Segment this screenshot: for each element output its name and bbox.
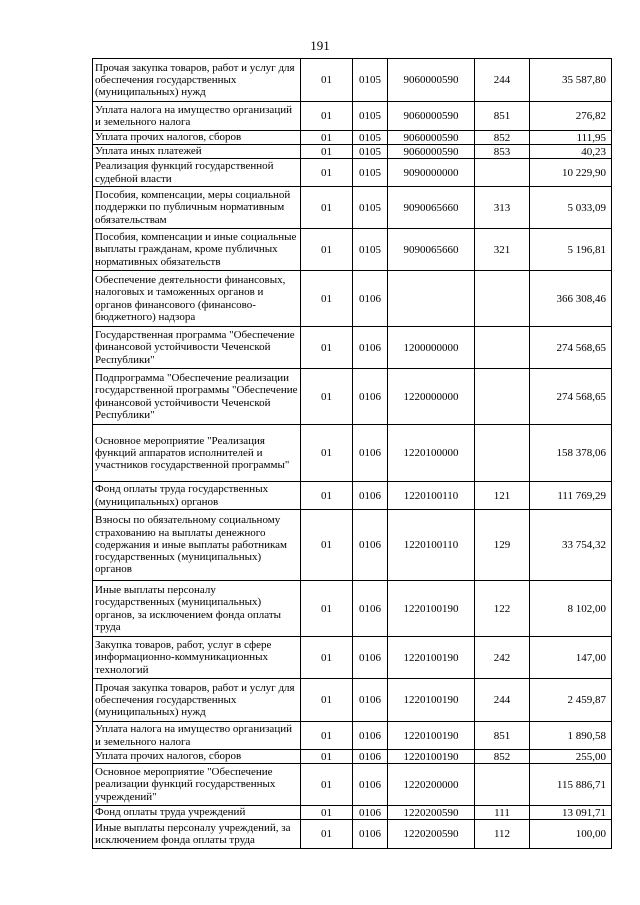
table-row — [93, 750, 612, 764]
cell-name: Уплата налога на имущество организаций и земельного налога — [93, 722, 301, 750]
cell-type: 122 — [475, 581, 530, 637]
cell-type: 851 — [475, 722, 530, 750]
cell-sum: 13 091,71 — [530, 806, 612, 820]
cell-grp: 01 — [301, 764, 353, 806]
cell-art: 1220200000 — [388, 764, 475, 806]
cell-sum: 366 308,46 — [530, 271, 612, 327]
cell-type: 852 — [475, 131, 530, 145]
cell-sec: 0106 — [353, 482, 388, 510]
cell-grp: 01 — [301, 145, 353, 159]
table-row — [93, 482, 612, 510]
cell-sum: 2 459,87 — [530, 679, 612, 722]
cell-name: Пособия, компенсации, меры социальной поддержки по публичным нормативным обязательствам — [93, 187, 301, 229]
cell-sum: 40,23 — [530, 145, 612, 159]
cell-art: 1220000000 — [388, 369, 475, 425]
cell-art: 1220200590 — [388, 820, 475, 849]
cell-sec: 0105 — [353, 187, 388, 229]
cell-sec: 0105 — [353, 159, 388, 187]
table-row — [93, 510, 612, 581]
cell-grp: 01 — [301, 369, 353, 425]
cell-sum: 10 229,90 — [530, 159, 612, 187]
cell-sec: 0106 — [353, 806, 388, 820]
cell-sec: 0105 — [353, 102, 388, 131]
cell-sec: 0106 — [353, 327, 388, 369]
cell-sum: 111 769,29 — [530, 482, 612, 510]
cell-name: Обеспечение деятельности финансовых, налоговых и таможенных органов и органов финансового (финансово-бюджетного) надзора — [93, 271, 301, 327]
table-row — [93, 59, 612, 102]
cell-sec: 0106 — [353, 679, 388, 722]
cell-art: 9060000590 — [388, 102, 475, 131]
cell-type: 129 — [475, 510, 530, 581]
cell-art: 1220100190 — [388, 637, 475, 679]
cell-type: 244 — [475, 679, 530, 722]
cell-name: Уплата прочих налогов, сборов — [93, 131, 301, 145]
cell-type: 853 — [475, 145, 530, 159]
cell-sec: 0105 — [353, 229, 388, 271]
cell-art: 9060000590 — [388, 59, 475, 102]
cell-sum: 158 378,06 — [530, 425, 612, 482]
cell-art: 9060000590 — [388, 145, 475, 159]
cell-art: 9090065660 — [388, 187, 475, 229]
cell-name: Фонд оплаты труда государственных (муниципальных) органов — [93, 482, 301, 510]
cell-name: Уплата налога на имущество организаций и земельного налога — [93, 102, 301, 131]
cell-name: Основное мероприятие "Реализация функций аппаратов исполнителей и участников государственной программы" — [93, 425, 301, 482]
cell-sum: 255,00 — [530, 750, 612, 764]
cell-grp: 01 — [301, 581, 353, 637]
cell-grp: 01 — [301, 750, 353, 764]
cell-sum: 5 033,09 — [530, 187, 612, 229]
table-row — [93, 820, 612, 849]
cell-sec: 0106 — [353, 750, 388, 764]
table-row — [93, 764, 612, 806]
cell-grp: 01 — [301, 102, 353, 131]
cell-art: 9060000590 — [388, 131, 475, 145]
cell-sec: 0106 — [353, 425, 388, 482]
cell-art: 1220100190 — [388, 679, 475, 722]
cell-name: Закупка товаров, работ, услуг в сфере информационно-коммуникационных технологий — [93, 637, 301, 679]
cell-type: 321 — [475, 229, 530, 271]
cell-name: Подпрограмма "Обеспечение реализации государственной программы "Обеспечение финансовой устойчивости Чеченской Республики" — [93, 369, 301, 425]
cell-art: 1220100190 — [388, 750, 475, 764]
cell-name: Уплата прочих налогов, сборов — [93, 750, 301, 764]
table-row — [93, 581, 612, 637]
cell-grp: 01 — [301, 159, 353, 187]
cell-grp: 01 — [301, 679, 353, 722]
cell-art: 1220200590 — [388, 806, 475, 820]
cell-grp: 01 — [301, 59, 353, 102]
cell-sec: 0106 — [353, 369, 388, 425]
cell-type — [475, 159, 530, 187]
cell-type: 112 — [475, 820, 530, 849]
cell-name: Государственная программа "Обеспечение финансовой устойчивости Чеченской Республики" — [93, 327, 301, 369]
cell-name: Пособия, компенсации и иные социальные выплаты гражданам, кроме публичных нормативных обязательств — [93, 229, 301, 271]
table-row — [93, 369, 612, 425]
cell-type: 121 — [475, 482, 530, 510]
cell-sum: 274 568,65 — [530, 369, 612, 425]
cell-type — [475, 369, 530, 425]
table-row — [93, 806, 612, 820]
cell-sec: 0105 — [353, 59, 388, 102]
cell-grp: 01 — [301, 722, 353, 750]
cell-name: Основное мероприятие "Обеспечение реализации функций государственных учреждений" — [93, 764, 301, 806]
table-row — [93, 679, 612, 722]
cell-grp: 01 — [301, 425, 353, 482]
cell-sec: 0105 — [353, 131, 388, 145]
cell-grp: 01 — [301, 187, 353, 229]
cell-name: Взносы по обязательному социальному страхованию на выплаты денежного содержания и иные выплаты работникам государственных (муниципальных) органов — [93, 510, 301, 581]
cell-art: 1220100000 — [388, 425, 475, 482]
cell-grp: 01 — [301, 806, 353, 820]
cell-sec: 0106 — [353, 764, 388, 806]
cell-art: 1220100110 — [388, 510, 475, 581]
cell-sum: 276,82 — [530, 102, 612, 131]
cell-sum: 8 102,00 — [530, 581, 612, 637]
cell-sum: 274 568,65 — [530, 327, 612, 369]
cell-art: 1220100190 — [388, 722, 475, 750]
cell-art: 1200000000 — [388, 327, 475, 369]
cell-sec: 0105 — [353, 145, 388, 159]
table-row — [93, 327, 612, 369]
table-row — [93, 637, 612, 679]
table-row — [93, 229, 612, 271]
table-row — [93, 722, 612, 750]
budget-table — [92, 58, 612, 849]
cell-grp: 01 — [301, 510, 353, 581]
cell-sum: 35 587,80 — [530, 59, 612, 102]
cell-art: 1220100110 — [388, 482, 475, 510]
cell-sum: 100,00 — [530, 820, 612, 849]
cell-art: 9090065660 — [388, 229, 475, 271]
cell-art — [388, 271, 475, 327]
cell-type: 242 — [475, 637, 530, 679]
budget-table-body — [93, 59, 612, 849]
cell-name: Фонд оплаты труда учреждений — [93, 806, 301, 820]
cell-type — [475, 425, 530, 482]
cell-sum: 111,95 — [530, 131, 612, 145]
cell-art: 9090000000 — [388, 159, 475, 187]
cell-type — [475, 271, 530, 327]
cell-sec: 0106 — [353, 820, 388, 849]
cell-name: Прочая закупка товаров, работ и услуг для обеспечения государственных (муниципальных) нужд — [93, 59, 301, 102]
cell-sum: 5 196,81 — [530, 229, 612, 271]
cell-grp: 01 — [301, 271, 353, 327]
cell-name: Реализация функций государственной судебной власти — [93, 159, 301, 187]
cell-sec: 0106 — [353, 581, 388, 637]
table-row — [93, 159, 612, 187]
cell-grp: 01 — [301, 637, 353, 679]
page-number: 191 — [310, 38, 330, 53]
cell-name: Уплата иных платежей — [93, 145, 301, 159]
cell-type: 852 — [475, 750, 530, 764]
cell-sum: 147,00 — [530, 637, 612, 679]
cell-type — [475, 764, 530, 806]
table-row — [93, 145, 612, 159]
table-row — [93, 271, 612, 327]
cell-name: Иные выплаты персоналу учреждений, за исключением фонда оплаты труда — [93, 820, 301, 849]
cell-art: 1220100190 — [388, 581, 475, 637]
cell-sum: 115 886,71 — [530, 764, 612, 806]
cell-sum: 1 890,58 — [530, 722, 612, 750]
table-row — [93, 187, 612, 229]
table-row — [93, 102, 612, 131]
table-row — [93, 425, 612, 482]
cell-sec: 0106 — [353, 510, 388, 581]
cell-type: 244 — [475, 59, 530, 102]
cell-name: Прочая закупка товаров, работ и услуг для обеспечения государственных (муниципальных) нужд — [93, 679, 301, 722]
cell-grp: 01 — [301, 327, 353, 369]
cell-type: 111 — [475, 806, 530, 820]
cell-type: 851 — [475, 102, 530, 131]
cell-sec: 0106 — [353, 271, 388, 327]
cell-type — [475, 327, 530, 369]
cell-type: 313 — [475, 187, 530, 229]
table-row — [93, 131, 612, 145]
cell-sec: 0106 — [353, 722, 388, 750]
cell-grp: 01 — [301, 482, 353, 510]
cell-sum: 33 754,32 — [530, 510, 612, 581]
cell-grp: 01 — [301, 131, 353, 145]
cell-sec: 0106 — [353, 637, 388, 679]
cell-name: Иные выплаты персоналу государственных (муниципальных) органов, за исключением фонда оплаты труда — [93, 581, 301, 637]
cell-grp: 01 — [301, 229, 353, 271]
cell-grp: 01 — [301, 820, 353, 849]
